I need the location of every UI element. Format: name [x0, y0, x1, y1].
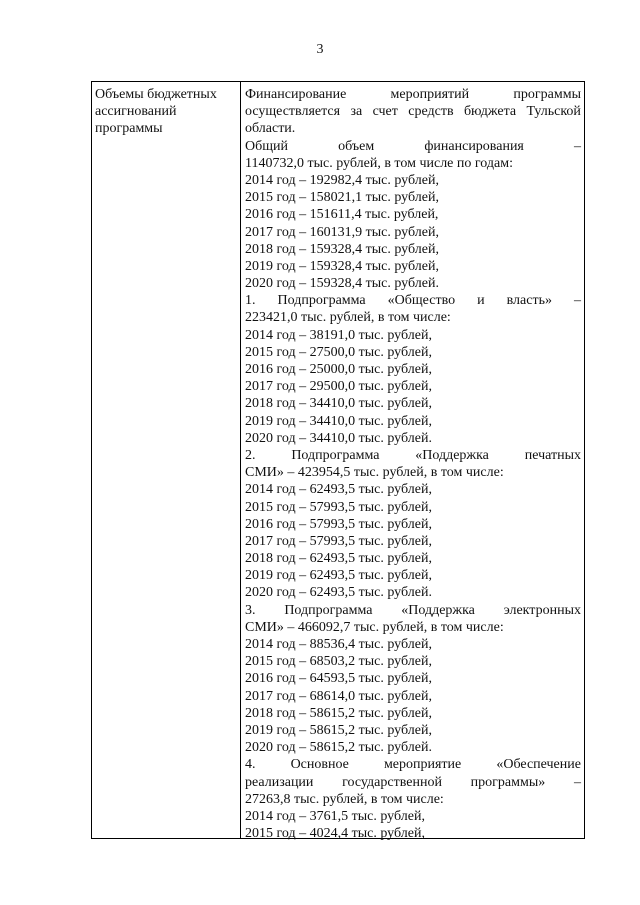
word: Подпрограмма: [277, 293, 366, 309]
label-line: Объемы бюджетных: [95, 87, 217, 102]
text-line: 2015 год – 57993,5 тыс. рублей,: [245, 499, 432, 515]
text-line: 2014 год – 38191,0 тыс. рублей,: [245, 327, 432, 343]
word: программы: [513, 87, 581, 102]
text-line: 2018 год – 34410,0 тыс. рублей,: [245, 396, 432, 412]
word: –: [574, 138, 581, 154]
word: Подпрограмма: [284, 602, 373, 618]
text-line: 2016 год – 64593,5 тыс. рублей,: [245, 671, 432, 687]
text-line: 2019 год – 58615,2 тыс. рублей,: [245, 722, 432, 738]
text-line: 27263,8 тыс. рублей, в том числе:: [245, 791, 444, 807]
word: 2.: [245, 447, 256, 463]
text-line: 2016 год – 151611,4 тыс. рублей,: [245, 207, 439, 223]
text-line: 2015 год – 27500,0 тыс. рублей,: [245, 344, 432, 360]
word: печатных: [524, 447, 581, 463]
text-line: 2020 год – 62493,5 тыс. рублей.: [245, 585, 432, 601]
word: Финансирование: [245, 87, 347, 102]
word: «Поддержка: [401, 602, 475, 618]
word: мероприятий: [390, 87, 470, 102]
text-line: 2015 год – 4024,4 тыс. рублей,: [245, 826, 425, 842]
label-line: ассигнований: [95, 104, 177, 120]
text-line: [245, 756, 581, 773]
text-line: 2015 год – 158021,1 тыс. рублей,: [245, 190, 439, 206]
text-line: 2017 год – 29500,0 тыс. рублей,: [245, 379, 432, 395]
word: Основное: [290, 757, 349, 773]
text-line: 2014 год – 88536,4 тыс. рублей,: [245, 637, 432, 652]
table-value-cell: [245, 86, 581, 842]
word: счет: [372, 104, 398, 120]
text-line: 1140732,0 тыс. рублей, в том числе по годам:: [245, 155, 513, 171]
word: реализации: [245, 774, 314, 790]
text-line: 2014 год – 3761,5 тыс. рублей,: [245, 808, 425, 824]
text-line: 2018 год – 159328,4 тыс. рублей,: [245, 241, 439, 257]
text-line: 2020 год – 34410,0 тыс. рублей.: [245, 430, 432, 446]
text-line: 2014 год – 192982,4 тыс. рублей,: [245, 172, 439, 188]
text-line: [245, 138, 581, 155]
word: бюджета: [463, 104, 517, 120]
text-line: 2014 год – 62493,5 тыс. рублей,: [245, 482, 432, 498]
text-line: 2017 год – 160131,9 тыс. рублей,: [245, 224, 439, 240]
word: и: [477, 293, 485, 309]
word: электронных: [503, 602, 581, 618]
label-line: программы: [95, 121, 163, 137]
word: финансирования: [424, 138, 524, 154]
word: государственной: [342, 774, 442, 790]
word: за: [350, 104, 363, 120]
text-line: 2019 год – 159328,4 тыс. рублей,: [245, 258, 439, 274]
page-number: 3: [316, 42, 324, 57]
word: Общий: [245, 138, 288, 154]
text-line: 2017 год – 68614,0 тыс. рублей,: [245, 688, 432, 704]
word: –: [573, 293, 581, 309]
table-label-cell: [95, 86, 237, 138]
budget-table: [91, 81, 585, 842]
text-line: 2015 год – 68503,2 тыс. рублей,: [245, 654, 432, 670]
word: 3.: [245, 602, 256, 618]
text-line: 2018 год – 58615,2 тыс. рублей,: [245, 705, 432, 721]
text-line: 2016 год – 57993,5 тыс. рублей,: [245, 516, 432, 532]
word: программы»: [470, 774, 546, 790]
text-line: СМИ» – 466092,7 тыс. рублей, в том числе:: [245, 619, 504, 635]
word: «Общество: [387, 293, 456, 309]
word: объем: [338, 138, 375, 154]
word: Подпрограмма: [291, 447, 380, 463]
text-line: области.: [245, 121, 296, 137]
text-line: [245, 602, 581, 619]
word: Тульской: [526, 104, 581, 120]
text-line: [245, 103, 581, 120]
text-line: 2020 год – 58615,2 тыс. рублей.: [245, 740, 432, 756]
word: средств: [408, 104, 454, 120]
word: мероприятие: [383, 757, 462, 773]
text-line: 2020 год – 159328,4 тыс. рублей.: [245, 276, 439, 292]
text-line: [245, 86, 581, 103]
text-line: 2019 год – 62493,5 тыс. рублей,: [245, 568, 432, 584]
text-line: [245, 447, 581, 464]
word: –: [573, 774, 581, 790]
word: 1.: [245, 293, 256, 309]
column-divider: [240, 82, 241, 838]
text-line: СМИ» – 423954,5 тыс. рублей, в том числе:: [245, 465, 504, 481]
word: 4.: [245, 757, 256, 773]
text-line: 2017 год – 57993,5 тыс. рублей,: [245, 533, 432, 549]
word: «Обеспечение: [496, 757, 581, 773]
text-line: 2016 год – 25000,0 тыс. рублей,: [245, 362, 432, 377]
word: осуществляется: [245, 104, 341, 120]
text-line: 2018 год – 62493,5 тыс. рублей,: [245, 551, 432, 567]
word: власть»: [506, 293, 552, 309]
word: «Поддержка: [415, 447, 489, 463]
text-line: 2019 год – 34410,0 тыс. рублей,: [245, 413, 432, 429]
text-line: [245, 774, 581, 791]
text-line: [245, 292, 581, 309]
text-line: 223421,0 тыс. рублей, в том числе:: [245, 310, 451, 326]
